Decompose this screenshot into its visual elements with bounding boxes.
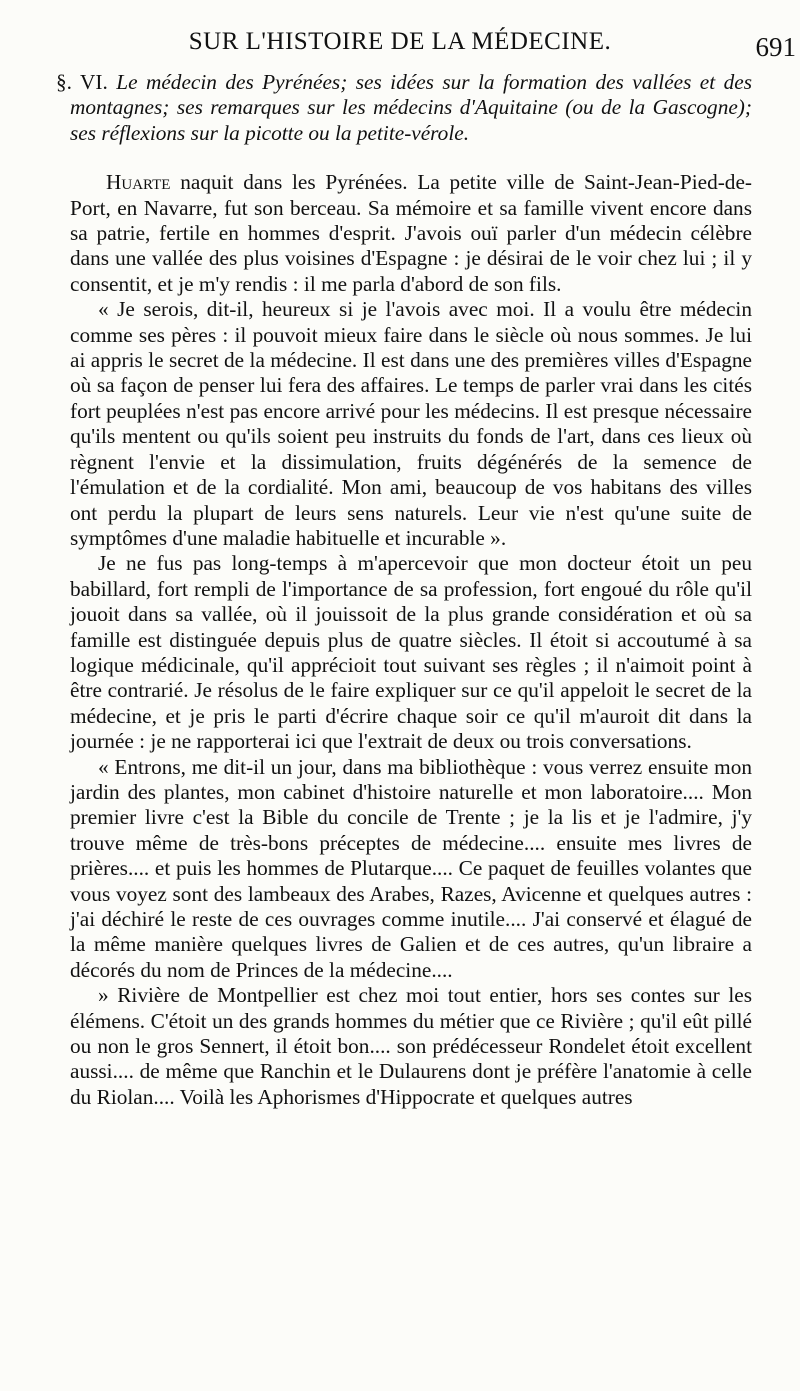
paragraph: Je ne fus pas long-temps à m'apercevoir que mon docteur étoit un peu babillard, fort rempli de l'importance de sa profession, fort engoué du rôle qu'il jouoit dans sa vallée, où il jouissoit de la plus grande considération et où sa famille est distinguée depuis plus de quatre siècles. Il étoit si accoutumé à sa logique médicinale, qu'il apprécioit tout suivant ses règles ; il n'aimoit point à être contrarié. Je résolus de le faire expliquer sur ce qu'il appeloit le secret de la médecine, et je pris le parti d'écrire chaque soir ce qu'il m'auroit dit dans la journée : je ne rapporterai ici que l'extrait de deux ou trois conversations. [70,551,752,754]
section-mark: §. VI. [56,70,108,94]
lead-word: Huarte [106,170,171,195]
section-heading-text: Le médecin des Pyrénées; ses idées sur la formation des vallées et des montagnes; ses remarques sur les médecins d'Aquitaine (ou de la Gascogne); ses réflexions sur la picotte ou la petite-vérole. [70,70,752,145]
running-head [0,20,800,70]
paragraph: « Je serois, dit-il, heureux si je l'avois avec moi. Il a voulu être médecin comme ses pères : il pouvoit mieux faire dans le siècle où nous sommes. Je lui ai appris le secret de la médecine. Il est dans une des premières villes d'Espagne où sa façon de penser lui fera des affaires. Le temps de parler vrai dans les cités fort peuplées n'est pas encore arrivé pour les médecins. Il est presque nécessaire qu'ils mentent ou qu'ils soient peu instruits du fonds de l'art, dans ces lieux où règnent l'envie et la dissimulation, fruits dégénérés de la semence de l'émulation et de la cordialité. Mon ami, beaucoup de vos habitans des villes ont perdu la plupart de leurs sens naturels. Leur vie n'est qu'une suite de symptômes d'une maladie habituelle et incurable ». [70,297,752,550]
paragraph: » Rivière de Montpellier est chez moi tout entier, hors ses contes sur les élémens. C'étoit un des grands hommes du métier que ce Rivière ; qu'il eût pillé ou non le gros Sennert, il étoit bon.... son prédécesseur Rondelet étoit excellent aussi.... de même que Ranchin et le Dulaurens dont je préfère l'anatomie à celle du Riolan.... Voilà les Aphorismes d'Hippocrate et quelques autres [70,983,752,1109]
text-block [56,70,752,1110]
paragraph: « Entrons, me dit-il un jour, dans ma bibliothèque : vous verrez ensuite mon jardin des plantes, mon cabinet d'histoire naturelle et mon laboratoire.... Mon premier livre c'est la Bible du concile de Trente ; je la lis et je l'admire, j'y trouve même de très-bons préceptes de médecine.... ensuite mes livres de prières.... et puis les hommes de Plutarque.... Ce paquet de feuilles volantes que vous voyez sont des lambeaux des Arabes, Razes, Avicenne et quelques autres : j'ai déchiré le reste de ces ouvrages comme inutile.... J'ai conservé et élagué de la même manière quelques livres de Galien et de ces autres, qu'un libraire a décorés du nom de Princes de la médecine.... [70,754,752,982]
running-title: SUR L'HISTOIRE DE LA MÉDECINE. [188,28,612,55]
page-number: 691 [755,32,796,62]
paragraph [70,170,752,297]
section-heading [56,70,752,146]
paragraph-text: naquit dans les Pyrénées. La petite ville de Saint-Jean-Pied-de-Port, en Navarre, fut son berceau. Sa mémoire et sa famille vivent encore dans sa patrie, fertile en hommes d'esprit. J'avois ouï parler d'un médecin célèbre dans une vallée des plus voisines d'Espagne : je désirai de le voir chez lui ; il y consentit, et je m'y rendis : il me parla d'abord de son fils. [70,170,752,296]
